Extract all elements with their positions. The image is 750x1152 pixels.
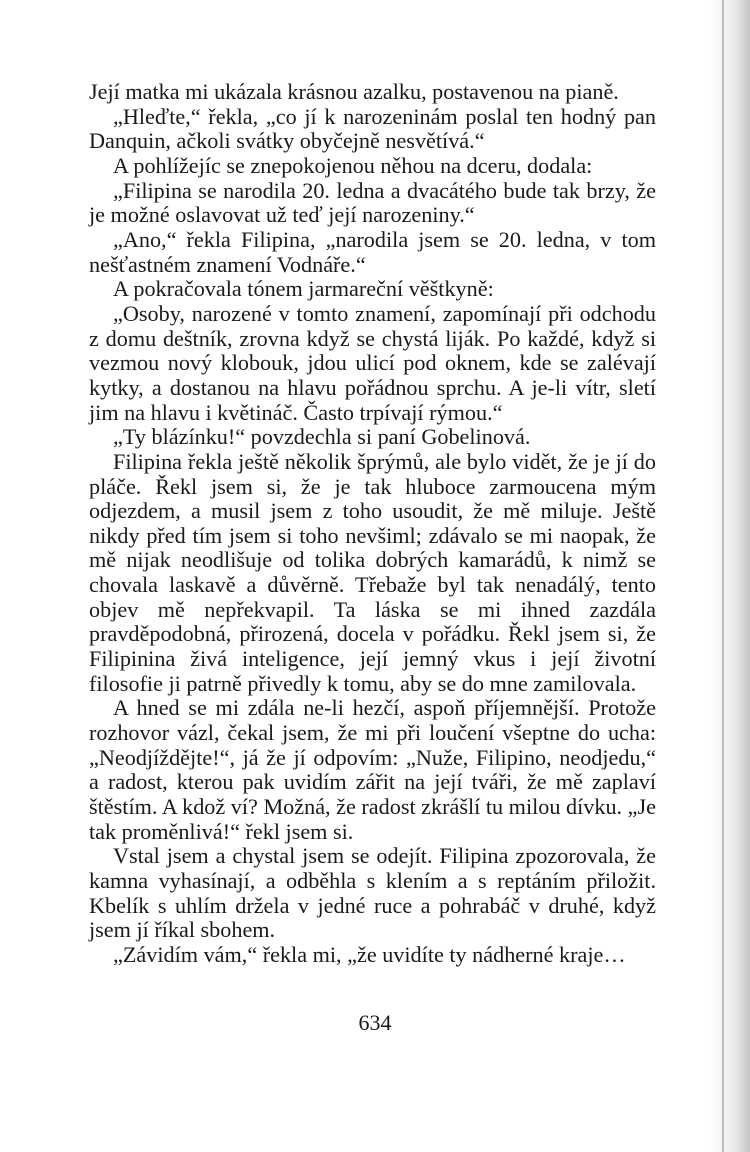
paragraph-5: „Ano,“ řekla Filipina, „narodila jsem se 20. ledna, v tom nešťastném znamení Vodnáře.“ (89, 226, 656, 277)
paragraph-12: „Závidím vám,“ řekla mi, „že uvidíte ty nádherné kraje… (113, 941, 626, 967)
body-text (89, 80, 656, 968)
page-number: 634 (358, 1010, 392, 1035)
paragraph-1: Její matka mi ukázala krásnou azalku, postavenou na pianě. (89, 79, 619, 104)
page-edge-shadow (710, 0, 750, 1152)
paragraph-11: Vstal jsem a chystal jsem se odejít. Filipina zpozorovala, že kamna vyhasínají, a odběhla s klením a s reptáním přiložit. Kbelík s uhlím držela v jedné ruce a pohrabáč v druhé, když jsem jí říkal sbohem. (89, 843, 656, 943)
paragraph-4: „Filipina se narodila 20. ledna a dvacátého bude tak brzy, že je možné oslavovat už teď její narozeniny.“ (89, 177, 656, 228)
paragraph-7: „Osoby, narozené v tomto znamení, zapomínají při odchodu z domu deštník, zrovna když se chystá liják. Po každé, když si vezmou nový klobouk, jdou ulicí pod oknem, kde se zalévají kytky, a dostanou na hlavu pořádnou sprchu. A je-li vítr, sletí jim na hlavu i květináč. Často trpívají rýmou.“ (89, 300, 656, 425)
paragraph-2: „Hleďte,“ řekla, „co jí k narozeninám poslal ten hodný pan Danquin, ačkoli svátky obyčejně nesvětívá.“ (89, 103, 656, 154)
paragraph-3: A pohlížejíc se znepokojenou něhou na dceru, dodala: (113, 152, 593, 178)
paragraph-8: „Ty blázínku!“ povzdechla si paní Gobelinová. (113, 424, 531, 450)
paragraph-6: A pokračovala tónem jarmareční věštkyně: (113, 276, 494, 302)
paragraph-10: A hned se mi zdála ne-li hezčí, aspoň příjemnější. Protože rozhovor vázl, čekal jsem, že mi při loučení všeptne do ucha: „Neodjíždějte!“, já že jí odpovím: „Nuže, Filipino, neodjedu,“ a radost, kterou pak uvidím zářit na její tváři, že mě zaplaví štěstím. A kdož ví? Možná, že radost zkrášlí tu milou dívku. „Je tak proměnlivá!“ řekl jsem si. (89, 695, 656, 844)
paragraph-9: Filipina řekla ještě několik šprýmů, ale bylo vidět, že je jí do pláče. Řekl jsem si, že je tak hluboce zarmoucena mým odjezdem, a musil jsem z toho usoudit, že mě miluje. Ještě nikdy před tím jsem si toho nevšiml; zdávalo se mi naopak, že mě nijak neodlišuje od tolika dobrých kamarádů, k nimž se chovala laskavě a důvěrně. Třebaže byl tak nenadálý, tento objev mě nepřekvapil. Ta láska se mi ihned zazdála pravděpodobná, přirozená, docela v pořádku. Řekl jsem si, že Filipinina živá inteligence, její jemný vkus i její životní filosofie ji patrně přivedly k tomu, aby se do mne zamilovala. (89, 448, 656, 696)
